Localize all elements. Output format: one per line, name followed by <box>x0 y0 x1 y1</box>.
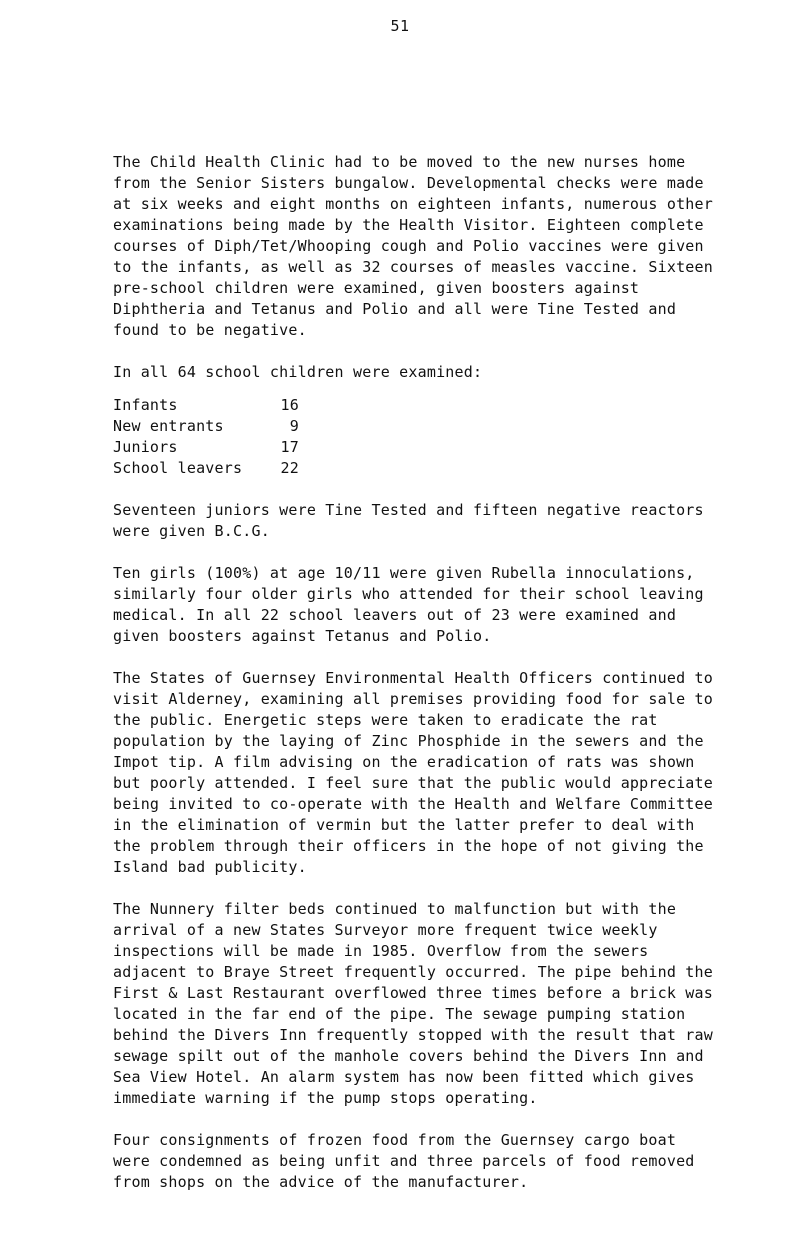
row-value: 22 <box>280 459 299 477</box>
row-label: Infants <box>113 396 178 414</box>
row-value: 9 <box>289 417 299 435</box>
row-label: New entrants <box>113 417 224 435</box>
table-row <box>113 458 299 479</box>
paragraph-tine-tested: Seventeen juniors were Tine Tested and fifteen negative reactors were given B.C.G. <box>113 501 704 540</box>
paragraph-school-children-intro: In all 64 school children were examined: <box>113 363 483 381</box>
table-row <box>113 416 299 437</box>
paragraph-child-health-clinic: The Child Health Clinic had to be moved to the new nurses home from the Senior Sisters bungalow. Developmental checks were made at six weeks and eight months on eighteen infants, numerous other examinations being made by the Health Visitor. Eighteen complete courses of Diph/Tet/Whooping cough and Polio vaccines were given to the infants, as well as 32 courses of measles vaccine. Sixteen pre-school children were examined, given boosters against Diphtheria and Tetanus and Polio and all were Tine Tested and found to be negative. <box>113 153 713 339</box>
table-row <box>113 395 299 416</box>
paragraph-frozen-food: Four consignments of frozen food from the Guernsey cargo boat were condemned as being unfit and three parcels of food removed from shops on the advice of the manufacturer. <box>113 1131 695 1191</box>
document-body <box>113 152 713 1214</box>
paragraph-rubella: Ten girls (100%) at age 10/11 were given Rubella innoculations, similarly four older girls who attended for their school leaving medical. In all 22 school leavers out of 23 were examined and given boosters against Tetanus and Polio. <box>113 564 704 645</box>
row-value: 16 <box>280 396 299 414</box>
table-row <box>113 437 299 458</box>
paragraph-environmental-health: The States of Guernsey Environmental Health Officers continued to visit Alderney, examining all premises providing food for sale to the public. Energetic steps were taken to eradicate the rat population by the laying of Zinc Phosphide in the sewers and the Impot tip. A film advising on the eradication of rats was shown but poorly attended. I feel sure that the public would appreciate being invited to co-operate with the Health and Welfare Committee in the elimination of vermin but the latter prefer to deal with the problem through their officers in the hope of not giving the Island bad publicity. <box>113 669 713 876</box>
school-children-table <box>113 395 299 479</box>
row-label: School leavers <box>113 459 243 477</box>
row-value: 17 <box>280 438 299 456</box>
row-label: Juniors <box>113 438 178 456</box>
paragraph-nunnery-filter-beds: The Nunnery filter beds continued to malfunction but with the arrival of a new States Surveyor more frequent twice weekly inspections will be made in 1985. Overflow from the sewers adjacent to Braye Street frequently occurred. The pipe behind the First & Last Restaurant overflowed three times before a brick was located in the far end of the pipe. The sewage pumping station behind the Divers Inn frequently stopped with the result that raw sewage spilt out of the manhole covers behind the Divers Inn and Sea View Hotel. An alarm system has now been fitted which gives immediate warning if the pump stops operating. <box>113 900 713 1107</box>
page-number: 51 <box>390 17 410 35</box>
